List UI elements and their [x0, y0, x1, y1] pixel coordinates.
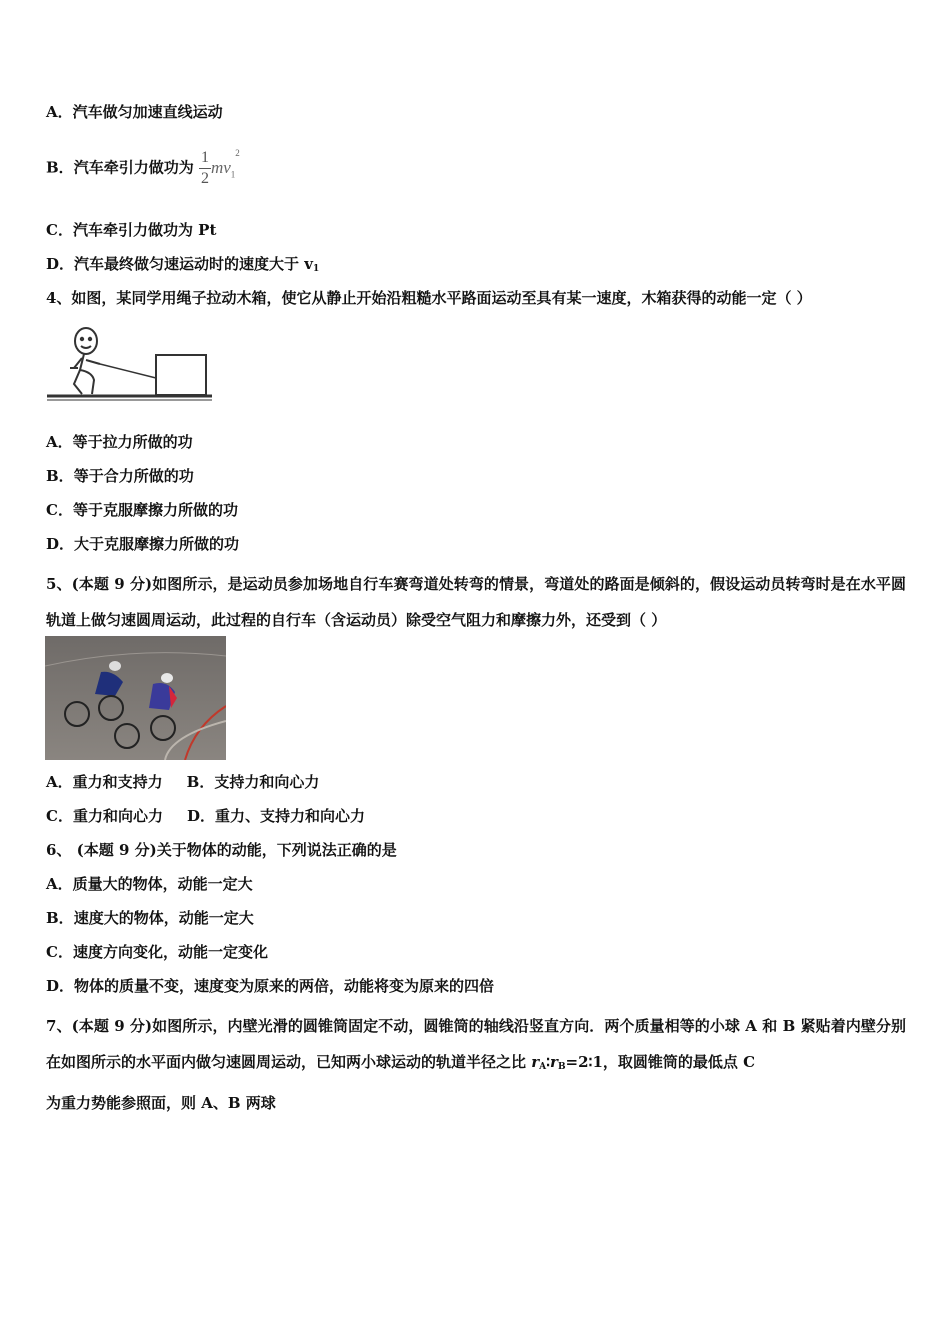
- q6-stem: 6、 (本题 9 分)关于物体的动能，下列说法正确的是: [46, 841, 397, 859]
- fraction-numerator: 1: [199, 148, 211, 169]
- option-text: 质量大的物体，动能一定大: [72, 875, 253, 893]
- q4-stem: 4、如图，某同学用绳子拉动木箱，使它从静止开始沿粗糙水平路面运动至具有某一速度，木箱获得的动能一定（ ）: [46, 289, 812, 307]
- option-text: 汽车牵引力做功为: [73, 158, 194, 177]
- option-text: 速度方向变化，动能一定变化: [72, 943, 268, 961]
- radius-symbol: r: [531, 1053, 540, 1071]
- option-letter: A．: [46, 875, 73, 893]
- option-letter: C．: [46, 807, 73, 825]
- option-letter: D．: [186, 807, 215, 825]
- option-letter: A．: [46, 773, 73, 791]
- q3-option-c: [46, 220, 216, 240]
- option-text: 支持力和向心力: [214, 773, 320, 791]
- q4-option-a: [46, 432, 193, 452]
- q6-option-b: [46, 908, 254, 928]
- option-letter: A．: [46, 103, 73, 121]
- option-text: 速度大的物体，动能一定大: [73, 909, 254, 927]
- q3-option-b: [46, 140, 240, 186]
- q4-option-c: [46, 500, 238, 520]
- ratio-separator: ∶: [546, 1053, 551, 1071]
- option-text: 重力、支持力和向心力: [214, 807, 365, 825]
- option-text: 重力和支持力: [72, 773, 163, 791]
- option-letter: C．: [46, 221, 73, 239]
- option-text: 等于合力所做的功: [73, 467, 194, 485]
- option-letter: B．: [46, 909, 74, 927]
- person-figure: [70, 328, 100, 394]
- q6-option-c: [46, 942, 268, 962]
- q7-stem: [46, 1008, 906, 1121]
- ratio-value: =2∶1，取圆锥筒的最低点 C: [565, 1053, 756, 1071]
- option-letter: D．: [46, 535, 75, 553]
- q4-figure-pulling-box: [44, 322, 216, 406]
- q5-stem: 5、(本题 9 分)如图所示，是运动员参加场地自行车赛弯道处转弯的情景，弯道处的路面是倾斜的，假设运动员转弯时是在水平圆轨道上做匀速圆周运动，此过程的自行车（含运动员）除受空气阻力和摩擦力外，还受到（ ）: [46, 575, 906, 629]
- radius-symbol: r: [550, 1053, 558, 1071]
- subscript: 1: [312, 264, 320, 274]
- q5-options-row-1: [46, 772, 319, 792]
- subscript-a: A: [539, 1062, 547, 1072]
- fraction-denominator: 2: [200, 170, 209, 188]
- q3-option-a: [46, 102, 223, 122]
- option-letter: B．: [46, 158, 74, 177]
- subscript-b: B: [557, 1062, 566, 1072]
- wooden-box: [156, 355, 206, 395]
- option-text: 大于克服摩擦力所做的功: [74, 535, 240, 553]
- option-letter: A．: [46, 433, 73, 451]
- q3-option-d: [46, 254, 319, 279]
- option-text: 等于克服摩擦力所做的功: [72, 501, 238, 519]
- rope: [100, 364, 156, 378]
- option-text: 汽车做匀加速直线运动: [72, 103, 223, 121]
- q4-option-d: [46, 534, 239, 554]
- option-text: 物体的质量不变，速度变为原来的两倍，动能将变为原来的四倍: [74, 977, 495, 995]
- q6-option-d: [46, 976, 494, 996]
- option-letter: C．: [46, 501, 73, 519]
- option-letter: D．: [46, 977, 75, 995]
- option-text: 重力和向心力: [72, 807, 163, 825]
- q5-options-row-2: [46, 806, 365, 826]
- ground: [47, 396, 212, 400]
- option-letter: C．: [46, 943, 73, 961]
- q7-stem-part1: 7、(本题 9 分)如图所示，内壁光滑的圆锥筒固定不动，圆锥筒的轴线沿竖直方向．两个质量相等的小球 A 和 B 紧贴着内壁分别在如图所示的水平面内做匀速圆周运动，已知两小球运动的轨道半径之比: [46, 1017, 906, 1071]
- fraction: [199, 148, 211, 189]
- option-letter: D．: [46, 255, 75, 273]
- option-letter: B．: [46, 467, 74, 485]
- option-letter: B．: [186, 773, 215, 791]
- option-text: 汽车牵引力做功为 Pt: [72, 221, 217, 239]
- formula-mv: $mv_1^2$: [210, 148, 240, 180]
- option-text: 等于拉力所做的功: [72, 433, 193, 451]
- q4-option-b: [46, 466, 194, 486]
- q7-stem-part2: 为重力势能参照面，则 A、B 两球: [46, 1094, 276, 1112]
- q6-option-a: [46, 874, 253, 894]
- q5-photo-track-cyclists: [45, 636, 226, 760]
- option-text: 汽车最终做匀速运动时的速度大于 v: [74, 255, 313, 273]
